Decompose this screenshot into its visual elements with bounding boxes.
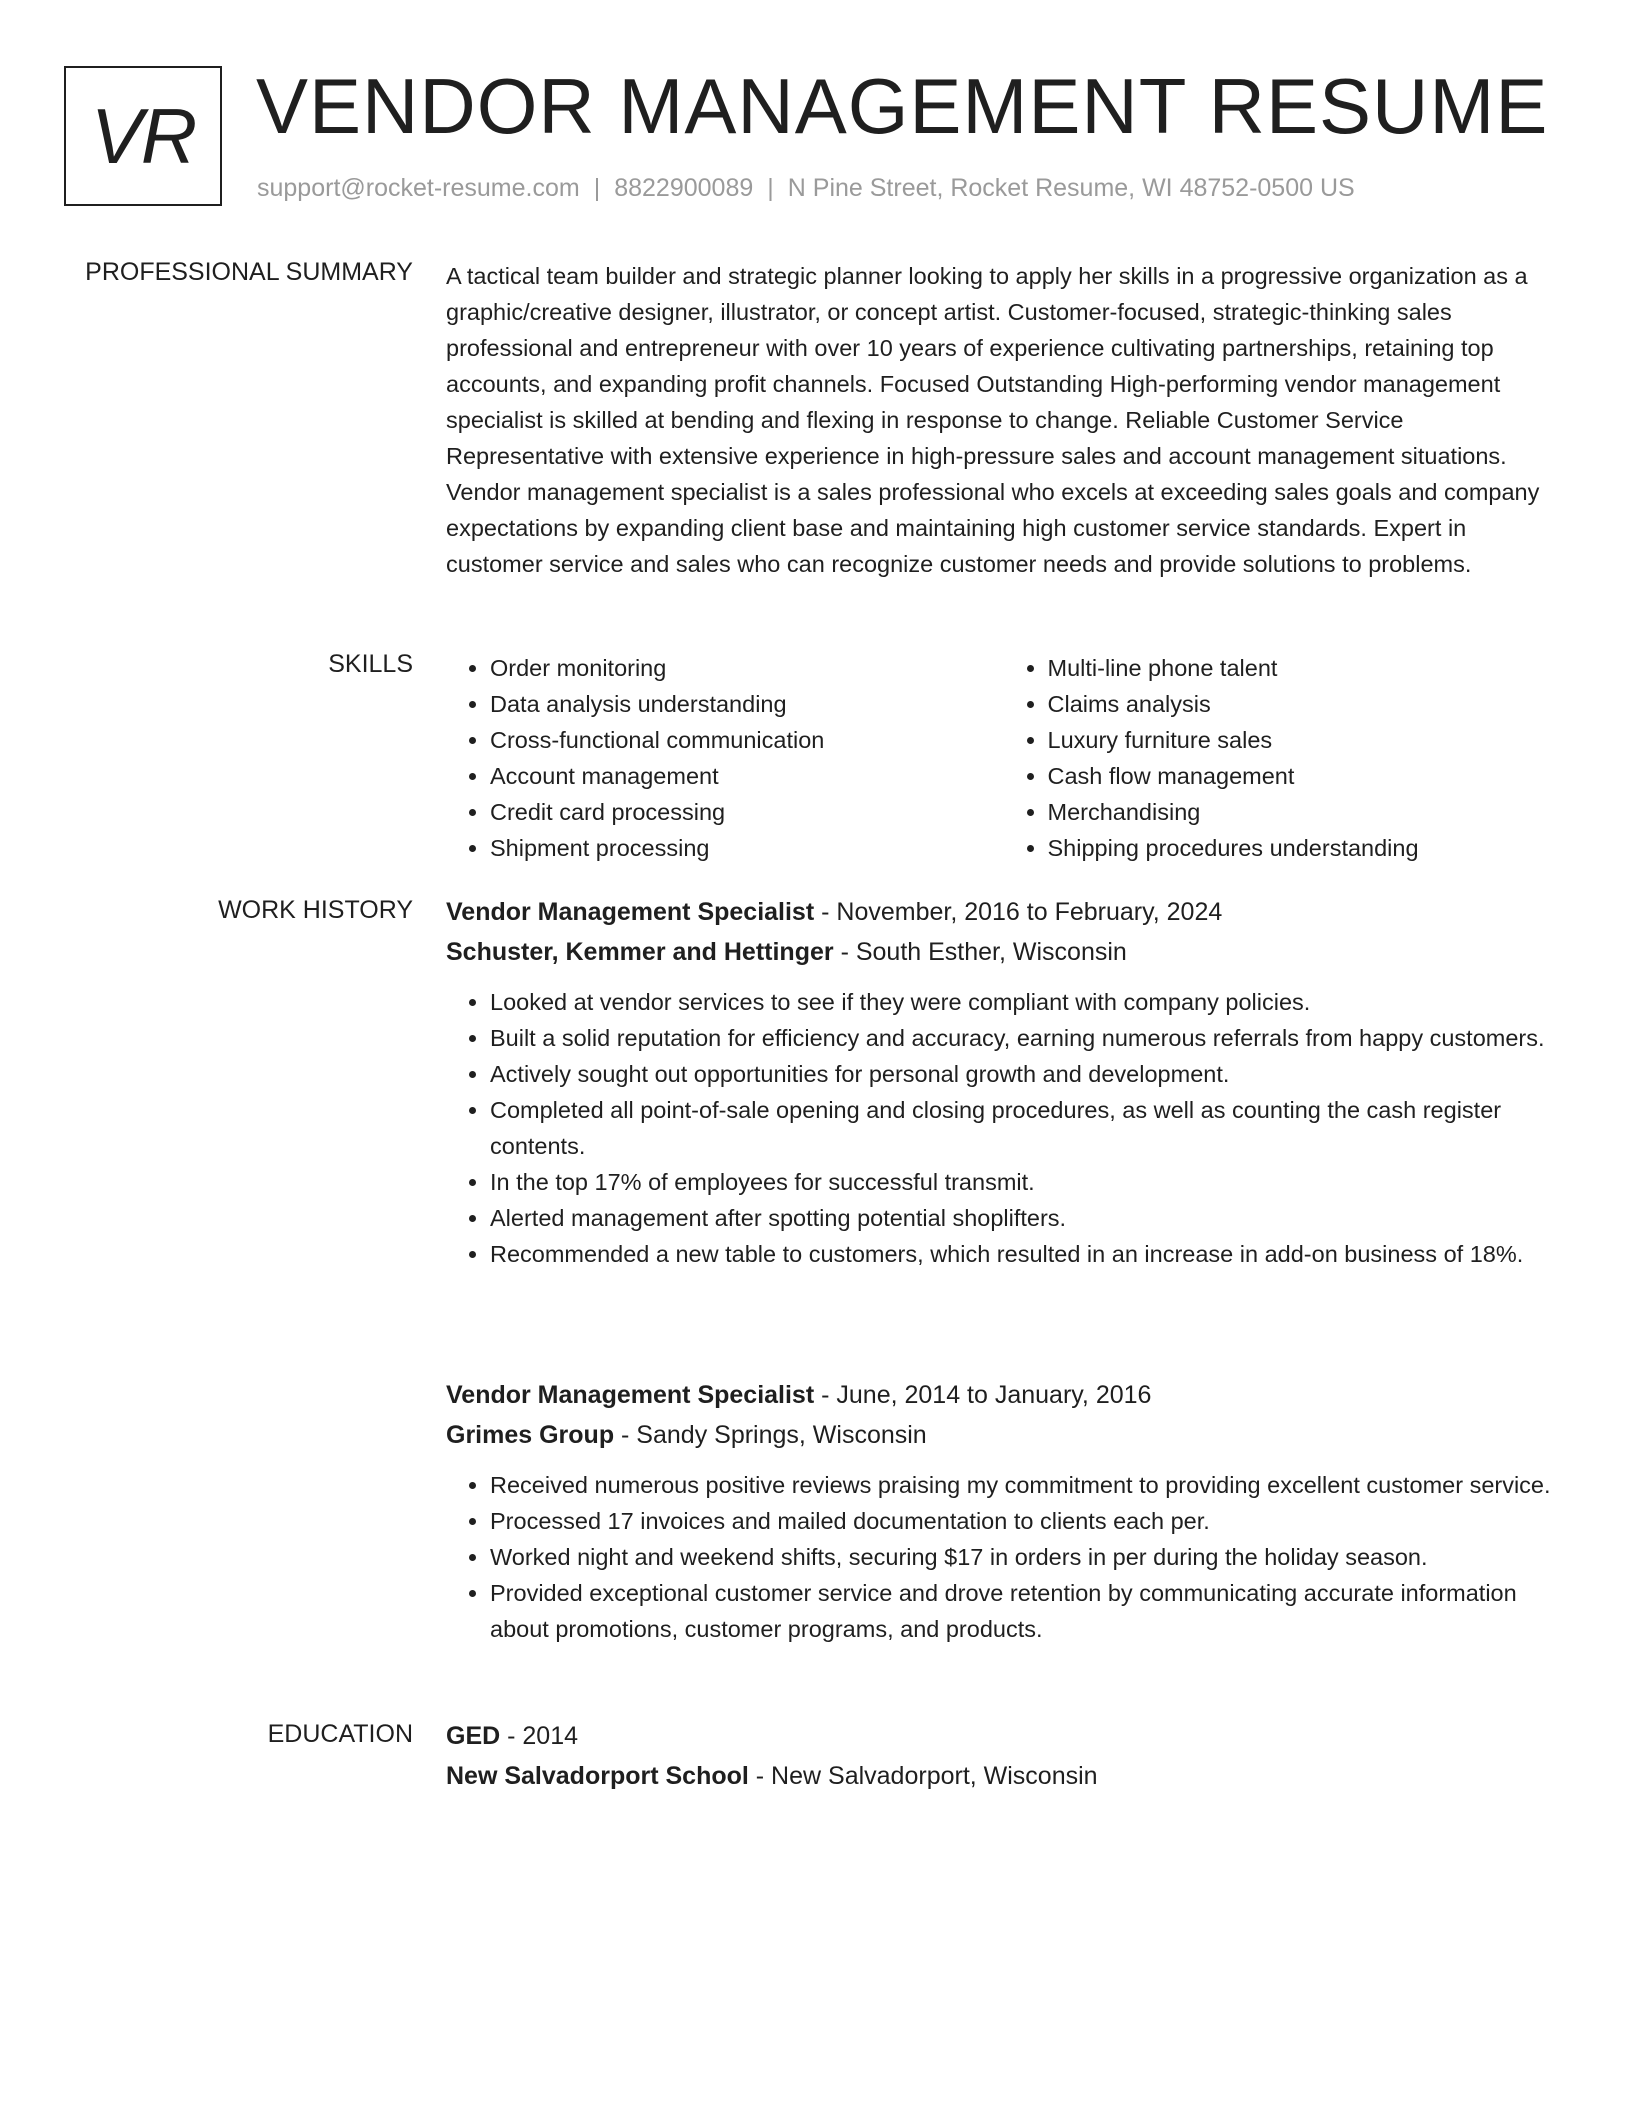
monogram-logo: VR <box>64 66 222 206</box>
section-label-summary: PROFESSIONAL SUMMARY <box>85 258 413 286</box>
job-dates: - June, 2014 to January, 2016 <box>814 1381 1152 1409</box>
skill-item: • Account management <box>490 758 1004 794</box>
job-dates: - November, 2016 to February, 2024 <box>814 898 1223 926</box>
job-bullet: • Provided exceptional customer service and drove retention by communicating accurate information about promotions, customer programs, and products. <box>490 1575 1561 1647</box>
contact-email[interactable]: support@rocket-resume.com <box>257 174 580 202</box>
skill-item: • Shipment processing <box>490 830 1004 866</box>
skill-item: • Claims analysis <box>1048 686 1562 722</box>
job-bullet: • Processed 17 invoices and mailed documentation to clients each per. <box>490 1503 1561 1539</box>
job-bullet: • Worked night and weekend shifts, securing $17 in orders in per during the holiday season. <box>490 1539 1561 1575</box>
resume-title: VENDOR MANAGEMENT RESUME <box>256 62 1549 150</box>
job-bullet: • Built a solid reputation for efficiency and accuracy, earning numerous referrals from happy customers. <box>490 1020 1561 1056</box>
job-entry <box>446 1375 1561 1647</box>
skills-list-left <box>446 650 1004 866</box>
job-bullet-list <box>446 984 1561 1272</box>
contact-address: N Pine Street, Rocket Resume, WI 48752-0500 US <box>787 174 1355 202</box>
contact-line <box>257 174 1355 203</box>
skills-list-right <box>1004 650 1562 866</box>
job-title-line <box>446 1375 1561 1415</box>
degree-year: - 2014 <box>500 1722 579 1750</box>
job-company-line <box>446 1415 1561 1455</box>
skill-item: • Merchandising <box>1048 794 1562 830</box>
separator: | <box>593 174 601 202</box>
job-title-line <box>446 892 1561 932</box>
job-bullet: • Recommended a new table to customers, which resulted in an increase in add-on business of 18%. <box>490 1236 1561 1272</box>
skill-item: • Cross-functional communication <box>490 722 1004 758</box>
job-company-line <box>446 932 1561 972</box>
job-title: Vendor Management Specialist <box>446 898 815 926</box>
skill-item: • Luxury furniture sales <box>1048 722 1562 758</box>
job-location: - South Esther, Wisconsin <box>833 938 1127 966</box>
job-entry <box>446 892 1561 1272</box>
skill-item: • Multi-line phone talent <box>1048 650 1562 686</box>
job-bullet: • Received numerous positive reviews praising my commitment to providing excellent customer service. <box>490 1467 1561 1503</box>
degree-line <box>446 1716 1561 1756</box>
school-line <box>446 1756 1561 1796</box>
job-company: Grimes Group <box>446 1421 615 1449</box>
degree: GED <box>446 1722 501 1750</box>
contact-phone[interactable]: 8822900089 <box>614 174 754 202</box>
skill-item: • Order monitoring <box>490 650 1004 686</box>
job-title: Vendor Management Specialist <box>446 1381 815 1409</box>
job-bullet: • Actively sought out opportunities for personal growth and development. <box>490 1056 1561 1092</box>
separator: | <box>767 174 774 202</box>
summary-text: A tactical team builder and strategic planner looking to apply her skills in a progressive organization as a graphic/creative designer, illustrator, or concept artist. Customer-focused, strategic-thinking sales professional and entrepreneur with over 10 years of experience cultivating partnerships, retaining top accounts, and expanding profit channels. Focused Outstanding High-performing vendor management specialist is skilled at bending and flexing in response to change. Reliable Customer Service Representative with extensive experience in high-pressure sales and account management situations. Vendor management specialist is a sales professional who excels at exceeding sales goals and company expectations by expanding client base and maintaining high customer service standards. Expert in customer service and sales who can recognize customer needs and provide solutions to problems. <box>446 263 1540 577</box>
job-location: - Sandy Springs, Wisconsin <box>614 1421 927 1449</box>
school-name: New Salvadorport School <box>446 1762 749 1790</box>
job-bullet-list <box>446 1467 1561 1647</box>
skill-item: • Credit card processing <box>490 794 1004 830</box>
school-location: - New Salvadorport, Wisconsin <box>748 1762 1098 1790</box>
skill-item: • Cash flow management <box>1048 758 1562 794</box>
job-company: Schuster, Kemmer and Hettinger <box>446 938 834 966</box>
section-label-education: EDUCATION <box>267 1720 413 1748</box>
job-bullet: • Looked at vendor services to see if they were compliant with company policies. <box>490 984 1561 1020</box>
education-entry <box>446 1716 1561 1796</box>
job-bullet: • In the top 17% of employees for successful transmit. <box>490 1164 1561 1200</box>
skill-item: • Shipping procedures understanding <box>1048 830 1562 866</box>
job-bullet: • Alerted management after spotting potential shoplifters. <box>490 1200 1561 1236</box>
job-bullet: • Completed all point-of-sale opening and closing procedures, as well as counting the cash register contents. <box>490 1092 1561 1164</box>
section-label-work: WORK HISTORY <box>218 896 413 924</box>
section-label-skills: SKILLS <box>328 650 413 678</box>
skill-item: • Data analysis understanding <box>490 686 1004 722</box>
resume-header <box>64 62 1568 211</box>
